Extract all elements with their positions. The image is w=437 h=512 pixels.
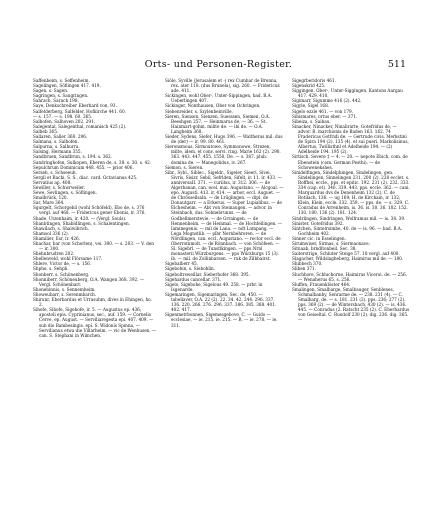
page-header bbox=[0, 58, 437, 72]
index-entry: Sigebalberr 45. bbox=[165, 261, 199, 267]
index-entry: Sigehardus cancellar. 371. bbox=[165, 276, 222, 282]
index-entry: Sluffen, Frauenklöster 464. bbox=[292, 281, 351, 287]
index-entry: Sallaren, Saller 368. 296. bbox=[33, 134, 88, 140]
index-entry: Sirtisch, Severe ‡ — 4. — 20. — nepote Ebich, com. de Ebenstein (com. German Pesthi). — de Schowenekshes. bbox=[292, 154, 408, 170]
index-entry: Sluchhore, Schluchorne, Haimirus Viceroi. de. — 256. — Wenaherus 65. s. 256. bbox=[292, 271, 407, 282]
index-entry: Shonberr, s. Schönenberg. bbox=[33, 271, 90, 277]
index-entry: Sickinger, Nonthausen, Ober von Ochringen. bbox=[165, 103, 261, 109]
index-entry: Sewiller, s. Schwrweiler. bbox=[33, 184, 86, 190]
index-entry: Shonebinnis, s. Sennemheim. bbox=[33, 286, 96, 292]
index-entry: Salpurna, s. Salhurra. bbox=[33, 144, 80, 150]
index-entry: Sinner cic. in Esselingen. bbox=[292, 235, 346, 241]
index-entry: Sigyle, Sigel 168. bbox=[292, 103, 330, 109]
index-entry: Sibismares, ortus eber. — 371. bbox=[292, 113, 358, 119]
index-entry: Sagen, s. Sagen. bbox=[33, 88, 69, 94]
index-entry: Siemon, s. Sieren. bbox=[165, 164, 204, 170]
index-entry: Sigeboltrsweillar. Sieberhofer 368. 395. bbox=[165, 271, 250, 277]
index-entry: Salfelderberg, Salfelder, Hofkirche 441. 60. bbox=[33, 108, 126, 114]
index-entry: Shehnbrudren 202. bbox=[33, 251, 75, 257]
index-entry: Sigenmetrbonnen, Sigemesgebove, C. — Guido — ecclesiae, — ie. 215. ie. 215. — B. — ie. 278. — ie. 311. bbox=[165, 312, 278, 328]
index-entry: Sigemaringen, Sigemaringen, Sec. de, 450. — tabellaver, O.A. 22 (2). 22. 34. 42. 244. 296. 337. 136. 220. 266. 276. 296. 337. 386. 385. 388. 401. 402. 417. bbox=[165, 291, 277, 313]
index-entry: Salheb 365. bbox=[33, 128, 59, 134]
index-entry: — s. 157. — s. 198. 60. 265. bbox=[33, 113, 93, 119]
index-entry: Sigenskrid 425. bbox=[292, 83, 326, 89]
index-entry: Sintchen, Sintelrsimbe, 40. de — is. 96. — bad. B.A. Gochheim 402. bbox=[292, 225, 403, 236]
index-entry: Sandbruen, Sandbrun, s. 194. s. 362. bbox=[33, 154, 113, 160]
index-entry: Sitnaab, brndltonbeil. Sec. 38. bbox=[292, 246, 357, 252]
index-entry: Sigimarr, Sigumme 416 (2). 442. bbox=[292, 98, 362, 104]
index-entry: Shirunr, Eberbardus et Urrasuhm, dives in Ehingen, ho. 2. bbox=[33, 297, 152, 308]
index-entry: Sibeiza, s. Saibau. bbox=[292, 118, 331, 124]
index-entry: Saiterstrige, Schluter Steige 57. 18 vergl. auf 400. bbox=[292, 251, 400, 257]
index-entry: Siebenreider, s. Szylenbeinville. bbox=[165, 108, 233, 114]
index-entry: Servatius ap. 408. bbox=[33, 179, 72, 185]
index-entry: Sliben 371. bbox=[292, 266, 317, 272]
index-column-left bbox=[33, 78, 157, 488]
index-entry: Sihofe, Sihofe, Sigehofe, ir. 5. — Augustus ep. 436; apostoli epis. Cyprinianus, sec., auf. 159. — Cornelio Cerve, ep. August. — Serviliaregesta epi. 407. 409. — sub dio Bambesingis. epi. S. Widonis Spinna, — Servilianus etwa die Villarheim. — vic de Wenhusen. — can. S. Stephani in Wimchen. bbox=[33, 307, 157, 338]
index-entry: Sandringhofen, Sulkopen, Eberen de, s. 38. s. 30. s. 42. bbox=[33, 159, 152, 165]
index-entry: Shonniberr, Schöneuberg, O.A. Wangen 368. 392. — Vergl. Schönenbarr. bbox=[33, 276, 145, 287]
index-entry: Sagelingen, Söflingen 417. 419. bbox=[33, 83, 101, 89]
index-entry: Sieder, Sydens, Siefer, Hugo 396. — Waltherus mil. dus de (der) — ir. 99. 80. 461. bbox=[165, 134, 283, 145]
index-entry: Sigelo ezzle 461. — von 179. bbox=[292, 108, 354, 114]
index-entry: Sergil et Bachi, S. S., diac. card. Octavianus 425. bbox=[33, 174, 138, 180]
index-entry: Sagringen, s. Saugringen. bbox=[33, 93, 89, 99]
index-entry: Saffenbeim, s. Seffenheim. bbox=[33, 78, 90, 83]
index-entry: Shamsol 336 (2). bbox=[33, 230, 69, 236]
index-entry: Sinister, Gotefridus 392. bbox=[292, 220, 344, 226]
index-entry: Sar, Mare 364. bbox=[33, 200, 65, 206]
index-entry: Serseh, s. Schseeuh. bbox=[33, 169, 77, 175]
index-entry: Salegental, Salegenthal, romanisch 425 (2). bbox=[33, 123, 127, 129]
index-column-right bbox=[292, 78, 410, 488]
index-entry: Shphe, s. Sehph. bbox=[33, 266, 69, 272]
index-entry: Sinidelfingen, Sindelphingen, Sindelingen, gen. Sindelingen, Sinnelingen 231, 200 (2). 228 ecclet. s. Roffhei, eccle., pps. et epitic. 192. 231 (2). 232. 333. 334 (cap. et). 340. 339. 443. pps. eccle. 362. — cani. Marquardus dvs de Denenheim 132 (2). C. de Rotilach, 136. — ug 169; H. de Kirchain, ir. 132; Klein, Klein, eccle. 332. 359. — pps. de. — s. 329. C. Conradus de Arrenheim, is. 36. is. 30. 36. 182. 152. 130. 180. 136 (2). 181. 124. bbox=[292, 169, 410, 216]
index-entry: Shibbech 370. bbox=[292, 261, 323, 267]
index-entry: Smalingen, Smalbarge, Smalbauger, Senblenes, Schmalbanby, Senrarme de. — 238. 231 (4). — C. Smalbarg, de. — s. 181. 231 (2). pps. 236; 277 (2). pps. 369 (2). — de Wintersbach, 430 (2). — is. 436. 445. — Conradus (2. Ratscht 235 (2). C. Eberhardus von Geiseltal. C. Ruodolf 230 (2). dig. 236. dig. 365. — bbox=[292, 286, 410, 323]
index-entry: Sindrlingen, Sindringen, Wolframus mil. — is. 38. 39. bbox=[292, 215, 406, 221]
index-entry: Shellenveld, wohl Flörsame 117. bbox=[33, 256, 103, 262]
index-entry: Slagacher, Wildslagheberg, Haimirus mil de. — 180. bbox=[292, 256, 404, 262]
index-entry: Shanbtingen, Shabldlingen, s. Schalentingen. bbox=[33, 220, 130, 226]
index-entry: Siöle, Syville (Jerusalem et -) rex Cumbar de Brenna, rex. ater 118. (dus Brunela), sig. 260. — Fridericus ade. 411. bbox=[165, 78, 280, 94]
index-entry: Salsing, Hermann 355. bbox=[33, 149, 82, 155]
index-entry: Saye, Denkschreiber Eberhard von, 93. bbox=[33, 103, 117, 109]
index-entry: Shamilier, Esr, ir. 426. bbox=[33, 235, 81, 241]
index-entry: Sinacker, Ninacker, Ninalirarte, Gotefridus de, — advor. B. marchionis de Baden 163. 162. 74 Fradericas Gotfridi de. — Gertrude civis. Merkstini de Spira 194 (2). 135 (4). et sui pueri. Markolisinus, Albertus, Twillisthnl et Adelheide 194. — (2) Adelheide 194. 195 (2). bbox=[292, 123, 409, 155]
index-column-middle bbox=[165, 78, 284, 488]
index-entry: Siggingen, Ober-, Unter-Siggingen, Kantons Aargau 417. 429. 410. bbox=[292, 88, 403, 99]
running-title: Orts- und Personen-Register. bbox=[144, 59, 293, 70]
index-entry: Smalbrück, 120. bbox=[33, 195, 68, 201]
index-entry: Shade, Utzenhaim, ir. 420. — (Vergl. Souls). bbox=[33, 215, 127, 221]
index-entry: Sirumwiser, Sirmas, s. Siermaonave. bbox=[292, 241, 370, 246]
index-entry: Sieren, Siensen, Sienzen, Suesssen, Siemen, O.A. Beeshgen 257. — Heinmarus de, — 36. — St. Hainmart-gohm. milite de. — ibi de. — O.A. Langheim 368. bbox=[165, 113, 271, 134]
index-entry: Sigelo, Sigebohe, Sigelous 49. 258. — prbr. in Isgenarde. bbox=[165, 281, 263, 292]
index-entry: Showeubarr, s. Serenmbarch. bbox=[33, 291, 97, 297]
index-entry: Salmana, s. Salhofen. bbox=[33, 139, 79, 145]
index-entry: Sahrach, Sarach 198. bbox=[33, 98, 79, 104]
index-entry: Sewe, Sevlingen, s. Söflingen. bbox=[33, 190, 97, 196]
index-entry: Sibr., Sybl., Siblec., Sigeldr., Sigeler, Sieeri, Sivei, Sivris, Sisizr, Sebil, Sefrlden, Sifelt, ir. 11. ir. 433. — anniversaII. 371. — curiilus, ir. 312. 306. — de Algerbanan, can. ecel. mai. Augustano. — Alcgoal. — epo. Augusti. 413. ir. 414. — arbor, eccl. Auguet. — de Chrôssellsaln. — de Lrüglingen. — dipl. de Donautgarr. — a Erkerus. — Super Lupialibus. — de Elchesheim. — Abt von Steinaugen. — advor. in Steinbach, dus. Sohnebrunns. — de Godbellmerstevie. — de Grraingen. — de Hennenheim. — de Hemmal. — de Hochfellingen. — Iaminegenis. — mil de Lana. — ndt Lompang. — Lega Mognstlib. — plbr Nernbehreren. — de Nördlingen, can. eccl. Augustano. — rector eccl. de Oberrotnmolt. — de Rönnbach. — von Schöfeen. — Sl. Sigebrl. — de Tunstlkingen. — pps Nrnl monasterii Würzburgens. — pps Würzburgs 15 (3). ib. — mil. de Zollinbarsen. — ruk de Zilbbairst. bbox=[165, 169, 284, 262]
index-entry: Sigebohin, s. Siebohlin. bbox=[165, 266, 216, 272]
page-number: 511 bbox=[387, 59, 406, 70]
index-entry: Sigegrberidoris 461. bbox=[292, 78, 336, 83]
index-entry: Sgurgelt, Schorgebil (wohl Schöfeld), Ebo de, s. 376 vergl. auf 468. — Fridericus gener Ebonis, ir. 376. bbox=[33, 205, 146, 216]
index-entry: Shlere, Victor de, — s. 156. bbox=[33, 261, 92, 267]
index-entry: Salhofen, Salhoven 202. 291. bbox=[33, 118, 96, 124]
index-entry: Shachar, bar (von Schorlen), vei. 300. — s. 203. — V. den — ir. 300. bbox=[33, 241, 154, 252]
index-entry: Shawilach, s. Shaiwibrich. bbox=[33, 225, 90, 231]
index-entry: Sepulchrum Dominicum 448. 455. — prior 406. bbox=[33, 164, 134, 170]
index-entry: Sieronsmous, Sirmoutowe, Symmonowe, Strezen, milte, idem, et conv. servi. ring. Marie 162 (2). 290. 363. 443. 447. 455. 1550, De. — s. 387. plub. domina de. — Manegolidus, iv. 267. bbox=[165, 144, 281, 165]
index-entry: Sickingen, wohl Ober-, Unter-Sippingen, bad. B.A. Ueberlingen 407. bbox=[165, 93, 272, 104]
